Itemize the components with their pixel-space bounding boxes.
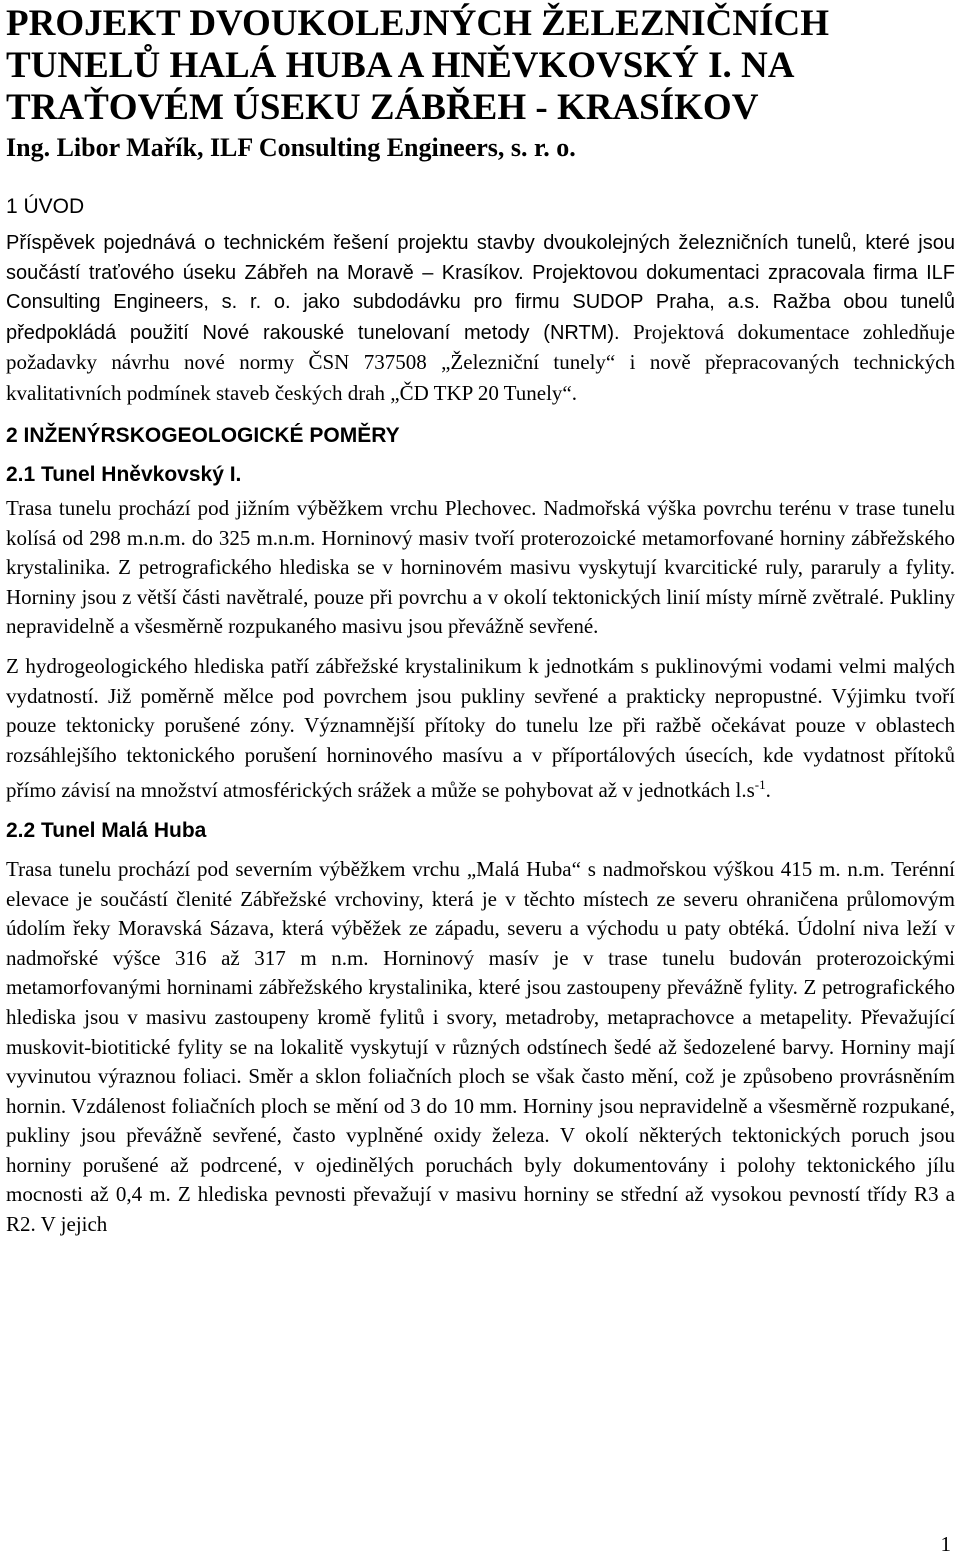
paragraph-hnevkovsky-hydrogeology: [6, 652, 955, 806]
paper-title: PROJEKT DVOUKOLEJNÝCH ŽELEZNIČNÍCH TUNELŮ HALÁ HUBA A HNĚVKOVSKÝ I. NA TRAŤOVÉM ÚSEKU ZÁBŘEH - KRASÍKOV: [6, 3, 829, 128]
hydro-end: .: [765, 778, 771, 803]
paragraph-hnevkovsky-geology: Trasa tunelu prochází pod jižním výběžkem vrchu Plechovec. Nadmořská výška povrchu terénu v trase tunelu kolísá od 298 m.n.m. do 325 m.n.m. Horninový masiv tvoří proterozoické metamorfované horniny zábřežského krystalinika. Z petrografického hlediska se v horninovém masivu vyskytují kvarcitické ruly, pararuly a fylity. Horniny jsou z větší části navětralé, pouze při povrchu a v okolí tektonických linií místy mírně zvětralé. Pukliny nepravidelně a všesměrně rozpukaného masivu jsou převážně sevřené.: [6, 496, 955, 639]
paragraph-intro-sans: Příspěvek pojednává o technickém řešení projektu stavby dvoukolejných železničních tunelů, které jsou součástí traťového úseku Zábřeh na Moravě – Krasíkov. Projektovou dokumentaci zpracovala firma ILF Consulting Engineers, s. r. o. jako subdodávku pro firmu SUDOP Praha, a.s. Ražba obou tunelů předpokládá použití Nové rakouské tunelovaní metody (NRTM).: [6, 232, 955, 344]
hydro-superscript: -1: [754, 777, 766, 793]
section-heading-geology: 2 INŽENÝRSKOGEOLOGICKÉ POMĚRY: [6, 424, 400, 447]
document-page: [6, 0, 955, 1240]
paragraph-mala-huba: Trasa tunelu prochází pod severním výběžkem vrchu „Malá Huba“ s nadmořskou výškou 415 m. n.m. Terénní elevace je součástí členité Zábřežské vrchoviny, která je v těchto místech ze severu ohraničena průlomovým údolím řeky Moravská Sázava, která výběžek ze západu, severu a východu u paty obtéká. Údolní niva leží v nadmořské výšce 316 až 317 m n.m. Horninový masív je v trase tunelu budován proterozoickými metamorfovanými horninami zábřežského krystalinika, které jsou zastoupeny převážně fylity. Z petrografického hlediska jsou v masivu zastoupeny kromě fylitů i svory, metadroby, metaprachovce a metapelity. Převažující muskovit-biotitické fylity se na lokalitě vyskytují v různých odstínech šedé až šedozelené barvy. Horniny mají vyvinutou výraznou foliaci. Směr a sklon foliačních ploch se však často mění, což je způsobeno provrásněním hornin. Vzdálenost foliačních ploch se mění od 3 do 10 mm. Horniny jsou nepravidelně a všesměrně rozpukané, pukliny jsou převážně sevřené, často vyplněné oxidy železa. V okolí některých tektonických poruch jsou horniny porušené až podrcené, v ojedinělých poruchách byly dokumentovány i polohy tektonického jílu mocnosti až 0,4 m. Z hlediska pevnosti převažují v masivu horniny se střední až vysokou pevností třídy R3 a R2. V jejich: [6, 856, 955, 1237]
subsection-heading-hnevkovsky: 2.1 Tunel Hněvkovský I.: [6, 463, 242, 486]
page-number: 1: [940, 1532, 951, 1556]
author-line: Ing. Libor Mařík, ILF Consulting Engineers, s. r. o.: [6, 133, 576, 162]
hydro-text: Z hydrogeologického hlediska patří zábřežské krystalinikum k jednotkám s puklinovými vodami velmi malých vydatností. Již poměrně mělce pod povrchem jsou pukliny sevřené a prakticky nepropustné. Výjimku tvoří pouze tektonicky porušené zóny. Významnější přítoky do tunelu lze při ražbě očekávat pouze v oblastech rozsáhlejšího tektonického porušení horninového masívu a v příportálových úsecích, kde vydatnost přítoků přímo závisí na množství atmosférických srážek a může se pohybovat až v jednotkách l.s: [6, 653, 955, 803]
paragraph-intro: [6, 229, 955, 409]
section-heading-uvod: 1 ÚVOD: [6, 195, 85, 218]
paragraph-intro-serif: Projektová dokumentace zohledňuje požadavky návrhu nové normy ČSN 737508 „Železniční tunely“ i nově přepracovaných technických kvalitativních podmínek staveb českých drah „ČD TKP 20 Tunely“.: [6, 319, 955, 405]
subsection-heading-mala-huba: 2.2 Tunel Malá Huba: [6, 818, 207, 842]
